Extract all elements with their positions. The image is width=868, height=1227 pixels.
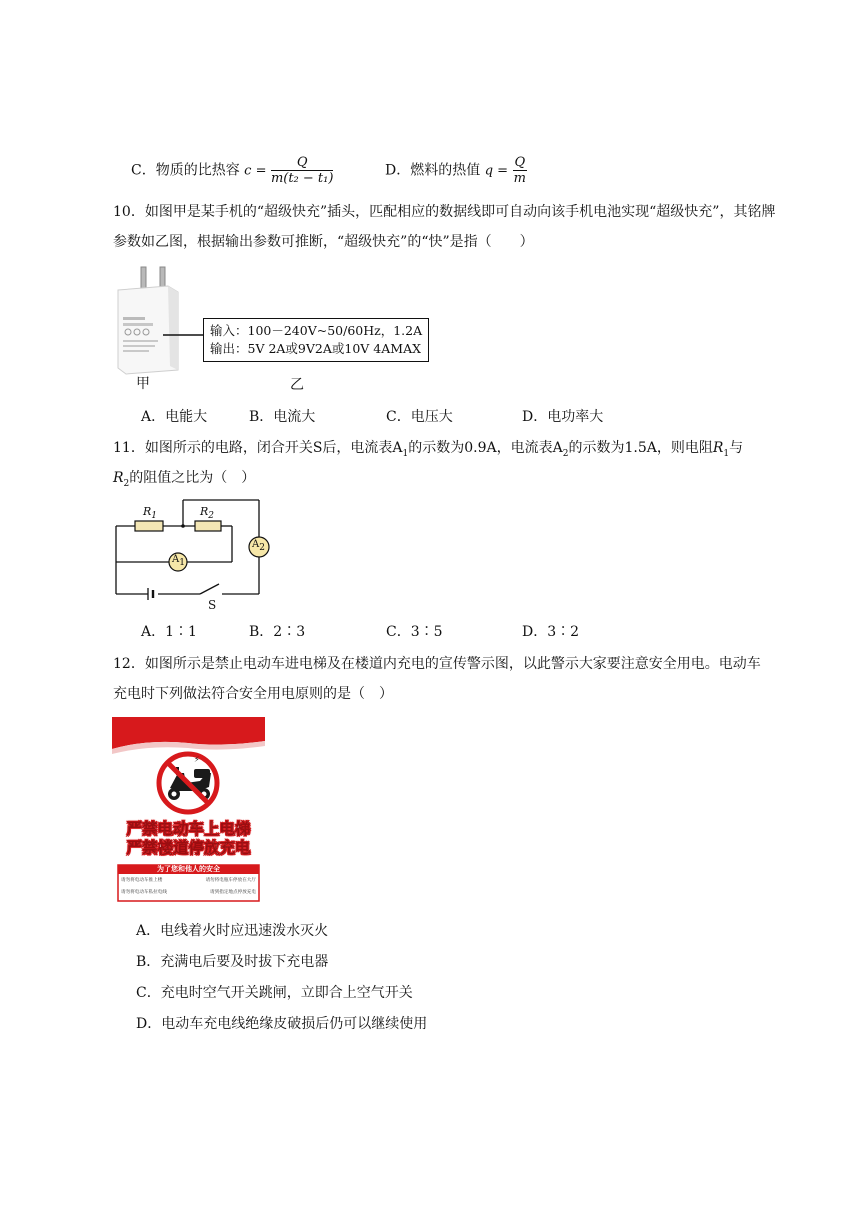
poster-titles bbox=[112, 820, 265, 858]
label-a2: $A_2$ bbox=[252, 539, 265, 553]
poster-rule-2: 请勿将电瓶车停放在大厅 bbox=[205, 878, 256, 883]
junction-dot bbox=[181, 524, 185, 528]
q12-option-c: C．充电时空气开关跳闸，立即合上空气开关 bbox=[136, 985, 413, 1001]
q12-option-d: D．电动车充电线绝缘皮破损后仍可以继续使用 bbox=[136, 1016, 428, 1032]
q11-option-b: B．2∶3 bbox=[249, 624, 306, 640]
q11-stem-line2: $R_2$的阻值之比为（ ） bbox=[113, 470, 256, 489]
poster-rules bbox=[121, 875, 259, 899]
q10-option-d: D．电功率大 bbox=[522, 409, 604, 425]
label-a1: $A_1$ bbox=[172, 554, 185, 568]
poster-title-1: 严禁电动车上电梯 bbox=[126, 820, 251, 838]
label-yi: 乙 bbox=[290, 377, 304, 393]
poster-box-title: 为了您和他人的安全 bbox=[157, 865, 220, 873]
nameplate-output: 输出：5V 2A或9V2A或10V 4AMAX bbox=[210, 341, 422, 356]
q12-stem-line2: 充电时下列做法符合安全用电原则的是（ ） bbox=[113, 686, 393, 702]
svg-text:⚡: ⚡ bbox=[194, 755, 200, 764]
q9-d-fraction: $\frac{Q}{m}$ bbox=[513, 155, 526, 186]
label-switch-s: S bbox=[208, 598, 217, 612]
nameplate-input: 输入：100－240V~50/60Hz，1.2A bbox=[210, 323, 423, 338]
q11-option-a: A．1∶1 bbox=[141, 624, 197, 640]
label-jia: 甲 bbox=[136, 376, 150, 392]
resistor-r1 bbox=[135, 521, 163, 531]
label-r2: $R_2$ bbox=[200, 505, 215, 522]
q12-option-a: A．电线着火时应迅速泼水灭火 bbox=[136, 923, 329, 939]
poster-rule-3: 请勿将电动车私拉电线 bbox=[121, 890, 167, 895]
label-r1: $R_1$ bbox=[143, 505, 158, 522]
resistor-r2 bbox=[195, 521, 221, 531]
q9-option-c: C．物质的比热容 c = $\frac{Q}{\text{m(t₂ − t₁)}}$ bbox=[131, 155, 334, 186]
q12-option-b: B．充满电后要及时拔下充电器 bbox=[136, 954, 329, 970]
q10-option-a: A．电能大 bbox=[141, 409, 208, 425]
q9-option-d: D．燃料的热值 q = $\frac{Q}{m}$ bbox=[385, 155, 526, 186]
q11-option-c: C．3∶5 bbox=[386, 624, 443, 640]
poster-rule-1: 请勿将电动车推上楼 bbox=[121, 878, 163, 883]
q11-option-d: D．3∶2 bbox=[522, 624, 580, 640]
q11-stem-line1: 11．如图所示的电路，闭合开关S后，电流表$A_1$的示数为0.9A，电流表$A_2$的示数为1.5A，则电阻$R_1$与 bbox=[113, 440, 744, 459]
poster-rule-4: 请到指定地点停放充电 bbox=[210, 890, 256, 895]
poster-title-2: 严禁楼道停放充电 bbox=[126, 839, 251, 857]
circuit-diagram bbox=[108, 494, 278, 616]
q10-option-c: C．电压大 bbox=[386, 409, 453, 425]
warning-poster bbox=[112, 717, 265, 905]
q10-stem-line1: 10．如图甲是某手机的“超级快充”插头，匹配相应的数据线即可自动向该手机电池实现“超级快充”，其铭牌 bbox=[113, 204, 776, 220]
q10-stem-line2: 参数如乙图，根据输出参数可推断，“超级快充”的“快”是指（ ） bbox=[113, 234, 534, 250]
q10-option-b: B．电流大 bbox=[249, 409, 316, 425]
nameplate-box bbox=[203, 318, 429, 362]
q9-c-fraction: $\frac{Q}{\text{m(t₂ − t₁)}}$ bbox=[270, 155, 334, 186]
q12-stem-line1: 12．如图所示是禁止电动车进电梯及在楼道内充电的宣传警示图，以此警示大家要注意安全用电。电动车 bbox=[113, 656, 761, 672]
